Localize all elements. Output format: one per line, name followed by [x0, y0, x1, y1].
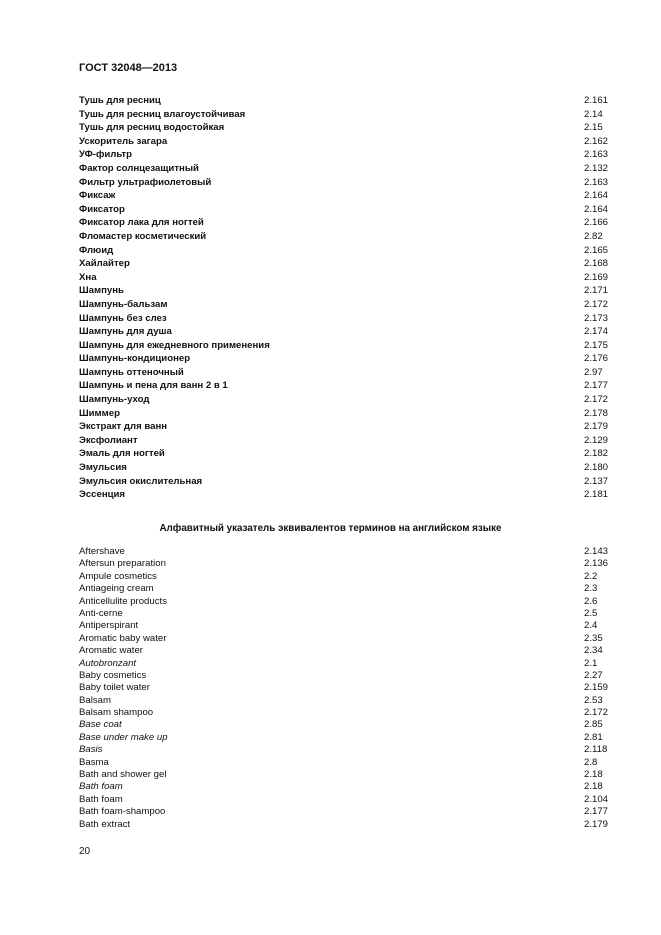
index-term: Фломастер косметический [79, 230, 207, 242]
index-reference: 2.159 [584, 682, 609, 694]
index-term: УФ-фильтр [79, 149, 132, 161]
index-entry [79, 312, 611, 326]
index-term: Эмульсия окислительная [79, 475, 203, 487]
index-reference: 2.5 [584, 607, 598, 619]
index-term: Фиксатор [79, 203, 125, 215]
index-entry [79, 633, 611, 645]
index-term: Шампунь без слез [79, 312, 167, 324]
index-term: Шампунь для душа [79, 326, 172, 338]
index-reference: 2.182 [584, 448, 609, 460]
index-term: Тушь для ресниц влагоустойчивая [79, 108, 246, 120]
index-reference: 2.181 [584, 489, 609, 501]
index-term: Basma [79, 756, 109, 768]
index-term: Bath foam [79, 793, 123, 805]
index-entry [79, 608, 611, 620]
index-term: Шампунь-кондиционер [79, 353, 191, 365]
index-term: Baby toilet water [79, 682, 150, 694]
index-entry [79, 257, 611, 271]
index-term: Флюид [79, 244, 114, 256]
index-reference: 2.85 [584, 719, 603, 731]
index-entry [79, 571, 611, 583]
index-term: Эмульсия [79, 462, 127, 474]
index-term: Эксфолиант [79, 434, 138, 446]
index-entry [79, 94, 611, 108]
index-term: Фиксаж [79, 190, 116, 202]
index-term: Шампунь оттеночный [79, 366, 184, 378]
index-entry [79, 707, 611, 719]
index-reference: 2.18 [584, 769, 603, 781]
index-entry [79, 393, 611, 407]
index-entry [79, 434, 611, 448]
index-entry [79, 769, 611, 781]
index-term: Ускоритель загара [79, 135, 168, 147]
index-term: Basis [79, 744, 103, 756]
index-entry [79, 108, 611, 122]
index-term: Aromatic water [79, 645, 143, 657]
index-entry [79, 203, 611, 217]
index-term: Хайлайтер [79, 258, 130, 270]
index-term: Base under make up [79, 731, 168, 743]
index-entry [79, 620, 611, 632]
index-reference: 2.162 [584, 135, 609, 147]
index-term: Фиксатор лака для ногтей [79, 217, 204, 229]
index-term: Тушь для ресниц водостойкая [79, 122, 225, 134]
index-entry [79, 339, 611, 353]
index-term: Base coat [79, 719, 122, 731]
index-entry [79, 176, 611, 190]
index-entry [79, 757, 611, 769]
index-entry [79, 366, 611, 380]
index-term: Aftershave [79, 546, 125, 557]
index-reference: 2.171 [584, 285, 609, 297]
index-entry [79, 682, 611, 694]
index-entry [79, 244, 611, 258]
index-term: Шампунь [79, 285, 124, 297]
index-term: Anti-cerne [79, 607, 123, 619]
index-entry [79, 670, 611, 682]
index-term: Anticellulite products [79, 595, 167, 607]
index-entry [79, 781, 611, 793]
index-reference: 2.172 [584, 298, 609, 310]
index-entry [79, 695, 611, 707]
index-term: Экстракт для ванн [79, 421, 168, 433]
index-entry [79, 744, 611, 756]
index-term: Autobronzant [79, 657, 137, 669]
index-reference: 2.179 [584, 818, 609, 830]
index-reference: 2.2 [584, 570, 598, 582]
index-term: Эмаль для ногтей [79, 448, 165, 460]
index-entry [79, 352, 611, 366]
index-term: Шампунь-бальзам [79, 298, 168, 310]
index-reference: 2.14 [584, 108, 603, 120]
index-entry [79, 379, 611, 393]
index-term: Bath foam [79, 781, 123, 793]
index-entry [79, 271, 611, 285]
index-term: Ampule cosmetics [79, 570, 157, 582]
russian-term-index [79, 94, 611, 502]
index-reference: 2.97 [584, 366, 603, 378]
index-reference: 2.136 [584, 558, 609, 570]
index-reference: 2.18 [584, 781, 603, 793]
index-reference: 2.177 [584, 380, 609, 392]
index-entry [79, 558, 611, 570]
index-term: Balsam [79, 694, 111, 706]
document-header: ГОСТ 32048—2013 [79, 62, 178, 74]
index-term: Эссенция [79, 489, 126, 501]
index-term: Bath foam-shampoo [79, 806, 166, 818]
index-reference: 2.81 [584, 731, 603, 743]
index-reference: 2.27 [584, 669, 603, 681]
index-term: Шампунь и пена для ванн 2 в 1 [79, 380, 228, 392]
index-reference: 2.179 [584, 421, 609, 433]
index-entry [79, 732, 611, 744]
index-reference: 2.163 [584, 149, 609, 161]
index-reference: 2.118 [584, 744, 608, 756]
index-entry [79, 546, 611, 558]
index-reference: 2.1 [584, 657, 598, 669]
index-entry [79, 794, 611, 806]
index-entry [79, 162, 611, 176]
index-term: Bath extract [79, 818, 131, 830]
index-reference: 2.15 [584, 122, 603, 134]
index-entry [79, 645, 611, 657]
index-term: Aromatic baby water [79, 632, 167, 644]
index-reference: 2.176 [584, 353, 609, 365]
index-entry [79, 488, 611, 502]
english-term-index [79, 546, 611, 831]
index-reference: 2.132 [584, 162, 609, 174]
index-term: Balsam shampoo [79, 707, 154, 719]
index-entry [79, 135, 611, 149]
index-reference: 2.8 [584, 756, 598, 768]
index-reference: 2.166 [584, 217, 609, 229]
index-reference: 2.4 [584, 620, 598, 632]
index-term: Antiageing cream [79, 583, 154, 595]
index-entry [79, 148, 611, 162]
index-term: Aftersun preparation [79, 558, 166, 570]
index-term: Хна [79, 271, 97, 283]
index-reference: 2.35 [584, 632, 603, 644]
index-entry [79, 284, 611, 298]
index-reference: 2.6 [584, 595, 598, 607]
index-reference: 2.173 [584, 312, 609, 324]
index-reference: 2.175 [584, 339, 609, 351]
index-term: Шампунь для ежедневного применения [79, 339, 270, 351]
index-entry [79, 461, 611, 475]
index-reference: 2.129 [584, 434, 609, 446]
index-entry [79, 407, 611, 421]
index-entry [79, 596, 611, 608]
english-index-heading: Алфавитный указатель эквивалентов терминов на английском языке [159, 523, 502, 534]
index-reference: 2.164 [584, 190, 609, 202]
index-reference: 2.34 [584, 645, 603, 657]
index-entry [79, 447, 611, 461]
index-term: Тушь для ресниц [79, 95, 161, 106]
index-reference: 2.104 [584, 793, 609, 805]
index-reference: 2.143 [584, 546, 609, 557]
index-entry [79, 216, 611, 230]
index-reference: 2.178 [584, 407, 609, 419]
index-entry [79, 658, 611, 670]
index-entry [79, 230, 611, 244]
index-reference: 2.180 [584, 462, 609, 474]
index-reference: 2.161 [584, 95, 609, 106]
index-entry [79, 121, 611, 135]
index-reference: 2.163 [584, 176, 609, 188]
page-number: 20 [79, 846, 91, 857]
index-entry [79, 583, 611, 595]
index-term: Antiperspirant [79, 620, 139, 632]
index-entry [79, 325, 611, 339]
index-reference: 2.168 [584, 258, 609, 270]
index-reference: 2.82 [584, 230, 603, 242]
index-entry [79, 806, 611, 818]
index-reference: 2.169 [584, 271, 609, 283]
index-entry [79, 189, 611, 203]
index-reference: 2.3 [584, 583, 598, 595]
index-entry [79, 420, 611, 434]
index-reference: 2.172 [584, 394, 609, 406]
index-reference: 2.164 [584, 203, 609, 215]
index-term: Bath and shower gel [79, 769, 167, 781]
index-term: Фактор солнцезащитный [79, 162, 199, 174]
index-reference: 2.174 [584, 326, 609, 338]
index-reference: 2.177 [584, 806, 609, 818]
index-reference: 2.137 [584, 475, 609, 487]
index-term: Шампунь-уход [79, 394, 150, 406]
index-term: Фильтр ультрафиолетовый [79, 176, 212, 188]
index-entry [79, 298, 611, 312]
index-entry [79, 719, 611, 731]
index-entry [79, 475, 611, 489]
index-reference: 2.53 [584, 694, 603, 706]
index-reference: 2.172 [584, 707, 609, 719]
index-reference: 2.165 [584, 244, 609, 256]
index-term: Шиммер [79, 407, 120, 419]
index-entry [79, 819, 611, 831]
index-term: Baby cosmetics [79, 669, 147, 681]
